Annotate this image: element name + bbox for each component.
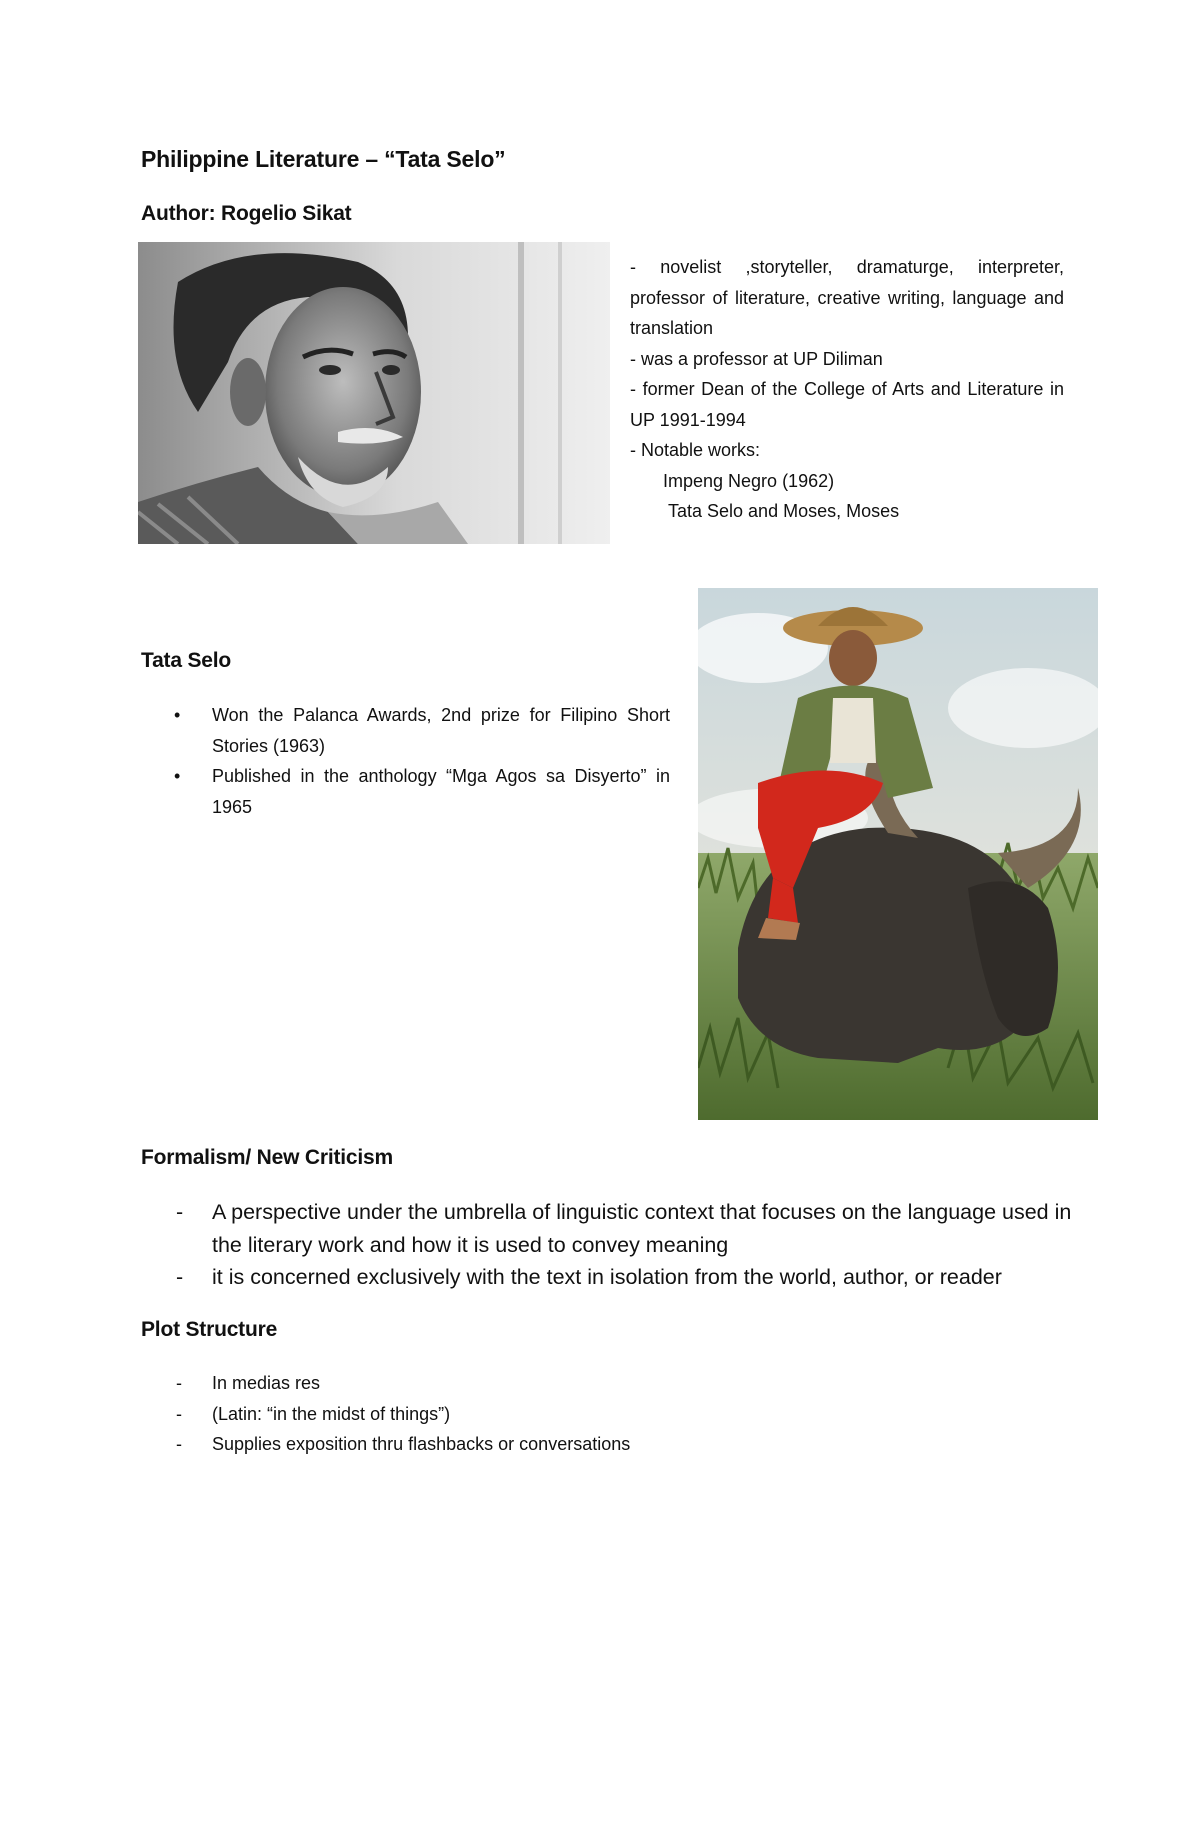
bio-line: - was a professor at UP Diliman <box>630 348 883 369</box>
list-item <box>170 1196 1090 1261</box>
plot-list <box>170 1368 1090 1460</box>
list-item-text: (Latin: “in the midst of things”) <box>212 1403 451 1424</box>
list-item-text: it is concerned exclusively with the text in isolation from the world, author, or reader <box>212 1265 1002 1289</box>
plot-heading: Plot Structure <box>141 1318 278 1341</box>
list-item-text: Published in the anthology “Mga Agos sa Disyerto” in 1965 <box>212 766 670 817</box>
dash-marker: - <box>176 1265 184 1289</box>
list-item <box>170 1399 1090 1430</box>
list-item <box>170 1429 1090 1460</box>
notable-work: Tata Selo and Moses, Moses <box>668 501 900 521</box>
dash-marker: - <box>176 1434 182 1454</box>
list-item <box>170 1261 1090 1294</box>
dash-marker: - <box>176 1403 182 1424</box>
bullet-marker: • <box>174 705 181 725</box>
notable-work: Impeng Negro (1962) <box>663 470 835 491</box>
list-item-text: In medias res <box>212 1373 321 1393</box>
list-item <box>170 1368 1090 1399</box>
page-title: Philippine Literature – “Tata Selo” <box>141 146 506 172</box>
bio-line: - Notable works: <box>630 440 761 460</box>
list-item-text: A perspective under the umbrella of linguistic context that focuses on the language used in the literary work and how it is used to convey meaning <box>212 1200 1072 1257</box>
author-bio <box>630 252 1064 527</box>
carabao-painting <box>698 588 1098 1120</box>
list-item-text: Supplies exposition thru flashbacks or conversations <box>212 1434 631 1454</box>
formalism-list <box>170 1196 1090 1294</box>
list-item <box>170 761 670 822</box>
list-item <box>170 700 670 761</box>
dash-marker: - <box>176 1200 184 1224</box>
author-heading: Author: Rogelio Sikat <box>141 202 352 225</box>
bio-line: - former Dean of the College of Arts and Literature in UP 1991-1994 <box>630 379 1064 430</box>
author-photo <box>138 242 610 544</box>
dash-marker: - <box>176 1373 182 1393</box>
formalism-heading: Formalism/ New Criticism <box>141 1146 393 1169</box>
bullet-marker: • <box>174 766 181 786</box>
list-item-text: Won the Palanca Awards, 2nd prize for Filipino Short Stories (1963) <box>212 705 670 756</box>
tata-selo-list <box>170 700 670 822</box>
bio-line: - novelist ,storyteller, dramaturge, interpreter, professor of literature, creative writing, language and translation <box>630 257 1064 338</box>
tata-selo-heading: Tata Selo <box>141 649 232 672</box>
